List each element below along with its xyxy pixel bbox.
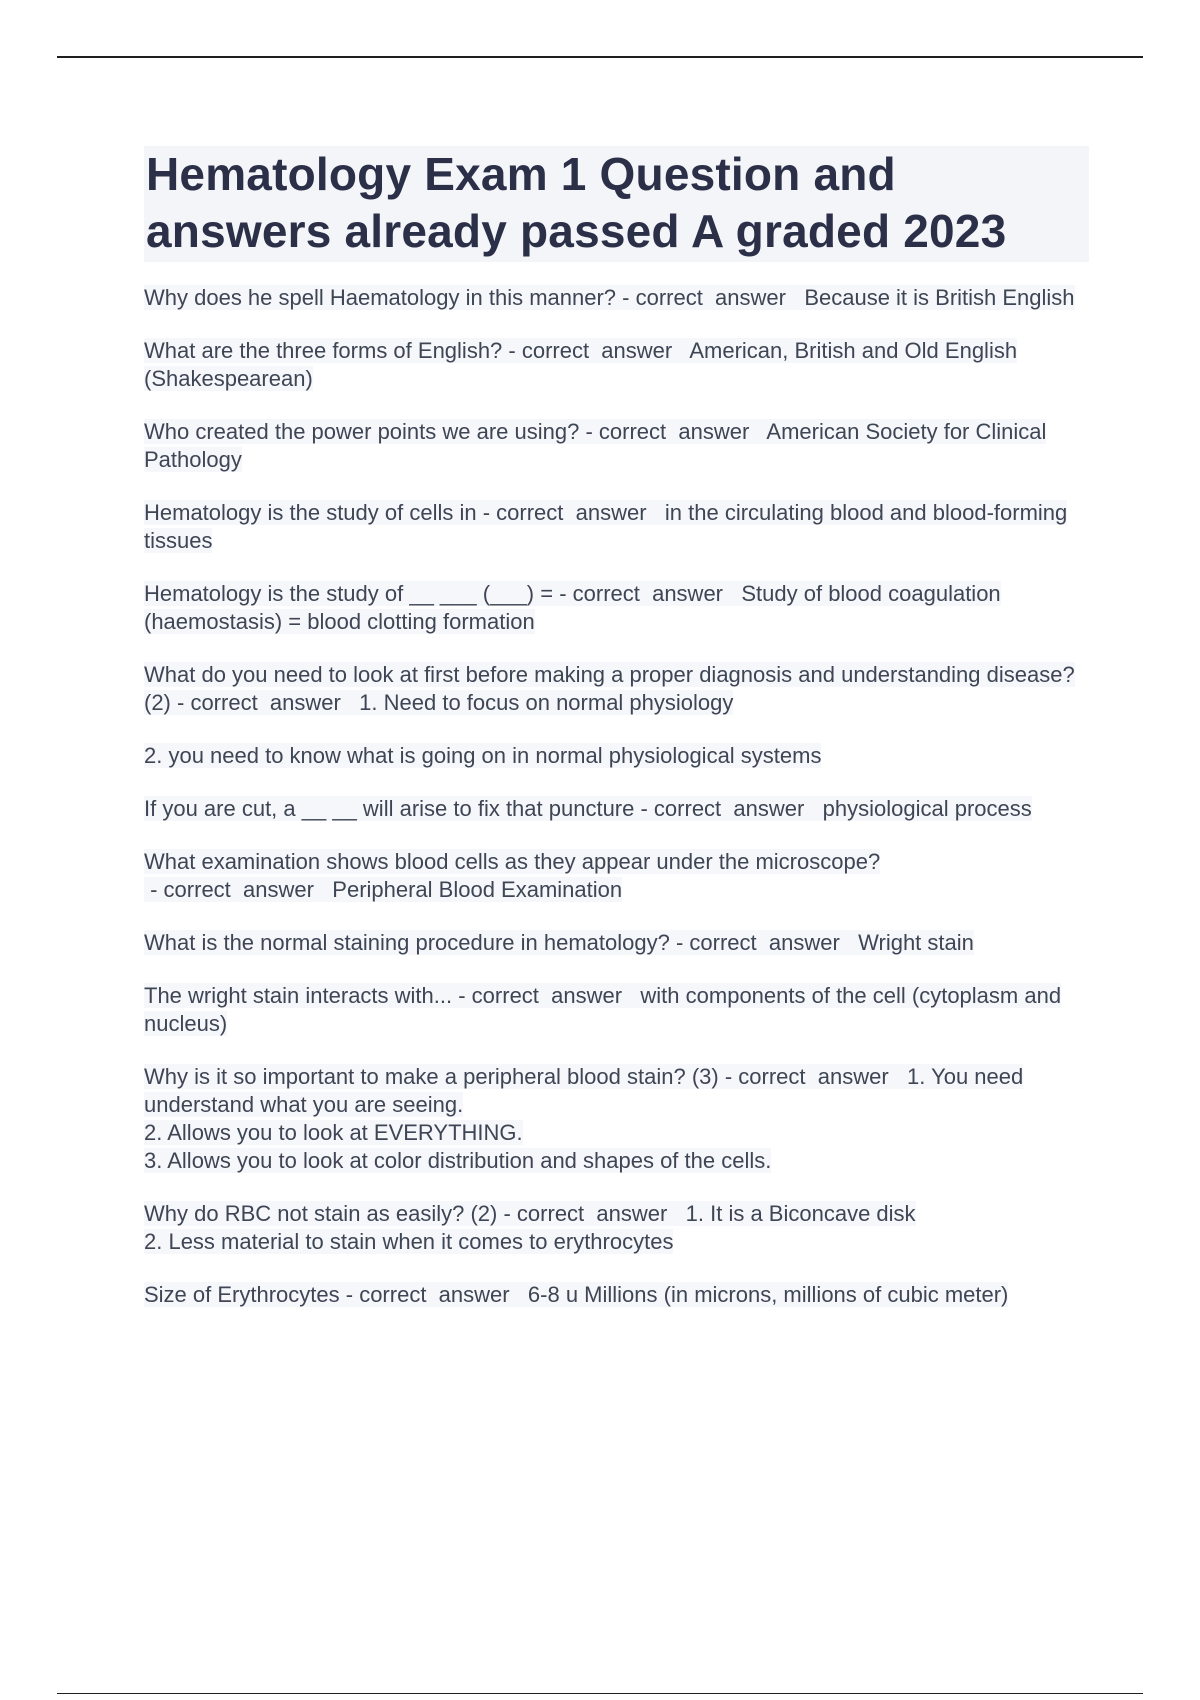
question-text: Hematology is the study of cells in (144, 500, 477, 525)
qa-item (144, 982, 1089, 1038)
qa-item (144, 742, 1089, 770)
answer-text: 2. you need to know what is going on in normal physiological systems (144, 743, 822, 768)
bottom-rule (57, 1693, 1143, 1694)
answer-separator: - correct answer (476, 500, 665, 525)
answer-text: in the circulating blood and blood-forming tissues (144, 500, 1068, 553)
answer-separator: - correct answer (144, 877, 333, 902)
answer-separator: - correct answer (634, 796, 823, 821)
question-text: Why do RBC not stain as easily? (2) (144, 1201, 498, 1226)
answer-text: Because it is British English (804, 285, 1075, 310)
answer-separator: - correct answer (502, 338, 690, 363)
answer-separator: - correct answer (718, 1064, 907, 1089)
qa-item (144, 284, 1089, 312)
answer-text: Study of blood coagulation (haemostasis) = blood clotting formation (144, 581, 1001, 634)
question-text: The wright stain interacts with... (144, 983, 453, 1008)
question-text: Size of Erythrocytes (144, 1282, 340, 1307)
document-title: Hematology Exam 1 Question and answers already passed A graded 2023 (146, 148, 1007, 257)
answer-text: American Society for Clinical Pathology (144, 419, 1047, 472)
answer-text: 1. Need to focus on normal physiology (359, 690, 734, 715)
question-text: Hematology is the study of __ ___ (___) = (144, 581, 554, 606)
question-text: What is the normal staining procedure in hematology? (144, 930, 670, 955)
answer-separator: - correct answer (579, 419, 767, 444)
question-text: Who created the power points we are using? (144, 419, 580, 444)
answer-text: with components of the cell (cytoplasm and nucleus) (144, 983, 1062, 1036)
answer-text: 2. Less material to stain when it comes to erythrocytes (144, 1229, 674, 1254)
question-text: What do you need to look at first before making a proper diagnosis and understanding disease? (2) (144, 662, 1075, 715)
answer-text: 2. Allows you to look at EVERYTHING. (144, 1120, 523, 1145)
qa-item (144, 499, 1089, 555)
qa-item (144, 418, 1089, 474)
qa-item (144, 795, 1089, 823)
qa-list (144, 284, 1089, 1309)
answer-separator: - correct answer (497, 1201, 686, 1226)
answer-text: 1. You need understand what you are seeing. (144, 1064, 1024, 1117)
question-text: Why is it so important to make a peripheral blood stain? (3) (144, 1064, 719, 1089)
answer-separator: - correct answer (170, 690, 360, 715)
answer-text: American, British and Old English (Shakespearean) (144, 338, 1018, 391)
answer-text: 6-8 u Millions (in microns, millions of cubic meter) (527, 1282, 1009, 1307)
answer-separator: - correct answer (616, 285, 805, 310)
qa-item (144, 929, 1089, 957)
answer-separator: - correct answer (452, 983, 641, 1008)
qa-item (144, 1281, 1089, 1309)
qa-item (144, 661, 1089, 717)
answer-text: Peripheral Blood Examination (332, 877, 623, 902)
top-rule (57, 56, 1143, 58)
answer-text: 1. It is a Biconcave disk (685, 1201, 916, 1226)
answer-separator: - correct answer (669, 930, 859, 955)
answer-text: 3. Allows you to look at color distribution and shapes of the cells. (144, 1148, 772, 1173)
qa-item (144, 580, 1089, 636)
qa-item (144, 848, 1089, 904)
question-text: If you are cut, a __ __ will arise to fix that puncture (144, 796, 635, 821)
qa-item (144, 1200, 1089, 1256)
qa-item (144, 1063, 1089, 1175)
title-block (144, 146, 1089, 262)
answer-separator: - correct answer (339, 1282, 528, 1307)
qa-item (144, 337, 1089, 393)
answer-text: physiological process (822, 796, 1032, 821)
question-text: Why does he spell Haematology in this manner? (144, 285, 617, 310)
question-text: What are the three forms of English? (144, 338, 503, 363)
answer-separator: - correct answer (553, 581, 742, 606)
answer-text: Wright stain (858, 930, 974, 955)
question-text: What examination shows blood cells as they appear under the microscope? (144, 849, 881, 874)
document-body (144, 146, 1089, 1334)
